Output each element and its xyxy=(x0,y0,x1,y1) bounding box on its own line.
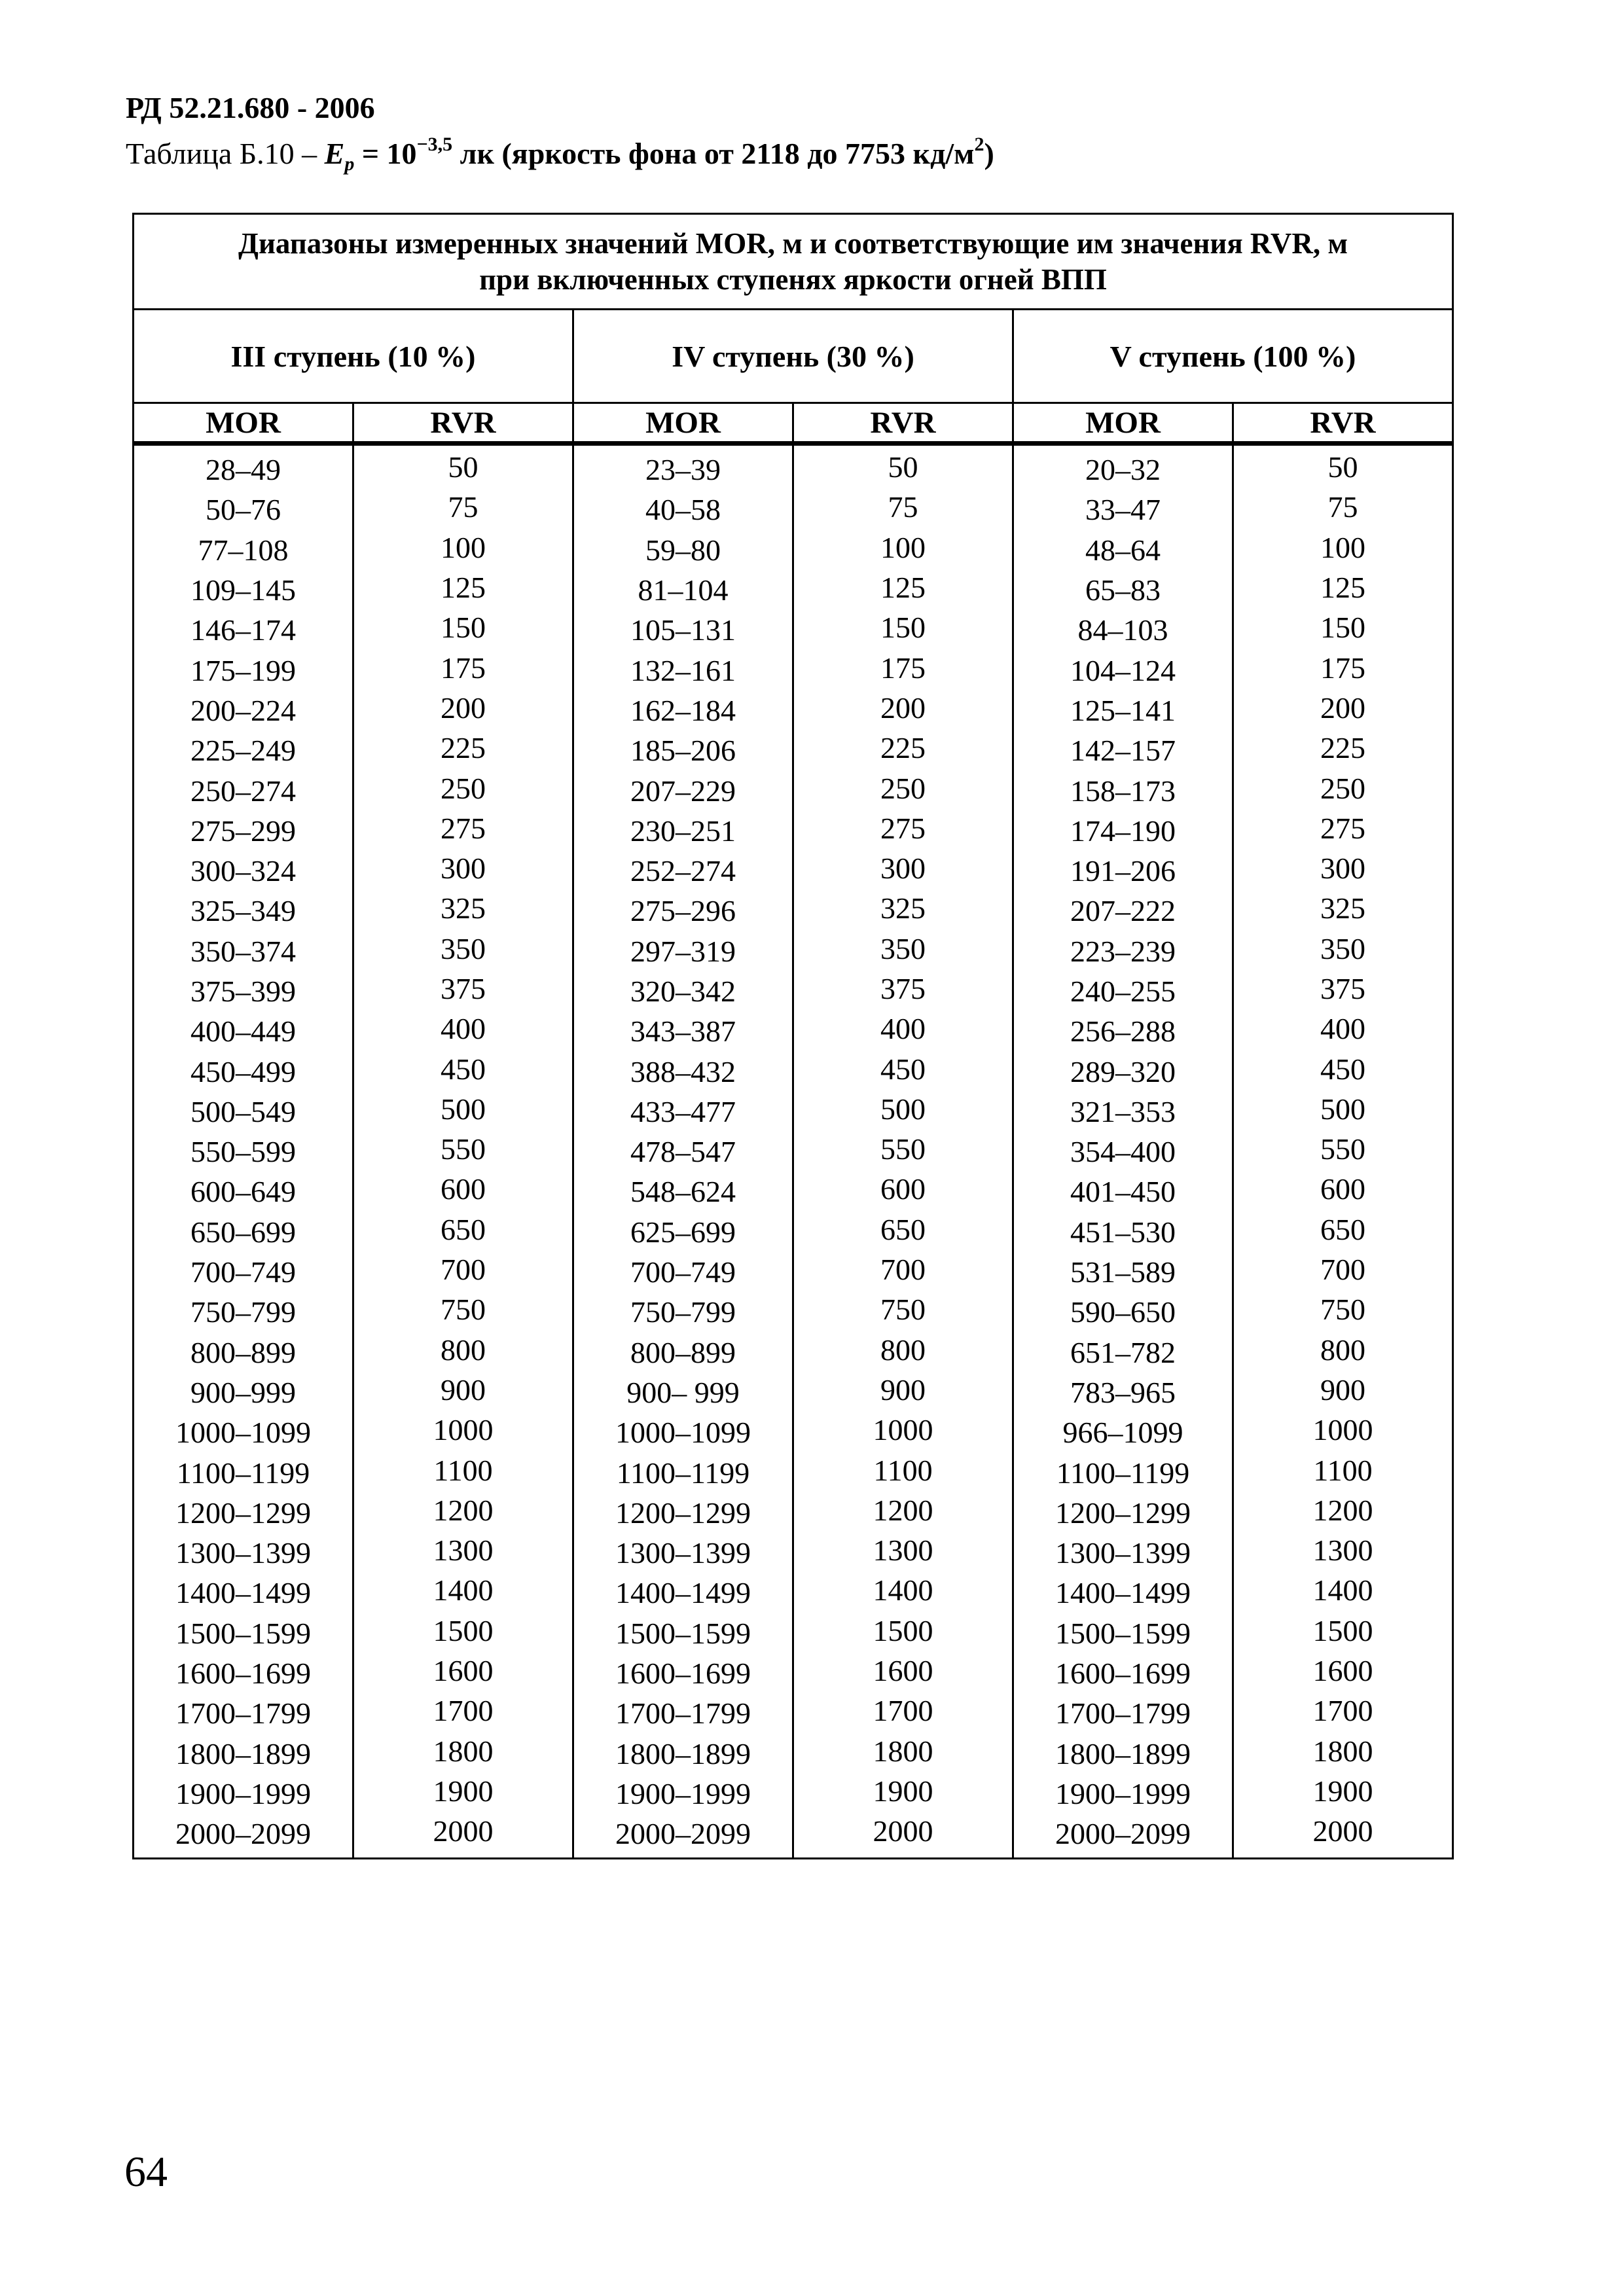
rvr-cell: 650 xyxy=(1233,1210,1453,1249)
rvr-cell: 1400 xyxy=(793,1570,1013,1610)
mor-cell: 223–239 xyxy=(1013,931,1233,971)
rvr-cell: 1600 xyxy=(353,1651,573,1691)
rvr-cell: 50 xyxy=(353,441,573,488)
rvr-cell: 1500 xyxy=(793,1611,1013,1651)
table-row xyxy=(134,1051,1453,1091)
mor-cell: 343–387 xyxy=(573,1011,793,1051)
rvr-cell: 600 xyxy=(353,1169,573,1209)
rvr-cell: 800 xyxy=(1233,1330,1453,1370)
caption-unit-exp: 2 xyxy=(974,134,984,155)
table-row xyxy=(134,811,1453,851)
table-title-line2: при включенных ступенях яркости огней ВПП xyxy=(479,262,1107,296)
mor-cell: 158–173 xyxy=(1013,770,1233,810)
table-row xyxy=(134,1814,1453,1859)
mor-cell: 207–222 xyxy=(1013,891,1233,931)
rvr-cell: 125 xyxy=(1233,567,1453,607)
rvr-cell: 150 xyxy=(353,607,573,647)
mor-cell: 275–299 xyxy=(134,811,353,851)
table-row xyxy=(134,1172,1453,1211)
rvr-cell: 700 xyxy=(793,1249,1013,1289)
rvr-cell: 1800 xyxy=(353,1731,573,1771)
rvr-cell: 1900 xyxy=(1233,1771,1453,1811)
rvr-cell: 500 xyxy=(793,1089,1013,1129)
mor-cell: 28–49 xyxy=(134,444,353,490)
caption-close: ) xyxy=(984,137,994,170)
rvr-cell: 750 xyxy=(353,1289,573,1329)
mor-cell: 1500–1599 xyxy=(573,1613,793,1653)
mor-cell: 1400–1499 xyxy=(573,1573,793,1613)
mor-cell: 105–131 xyxy=(573,610,793,650)
table-row xyxy=(134,1452,1453,1492)
rvr-cell: 500 xyxy=(1233,1089,1453,1129)
rvr-cell: 1100 xyxy=(353,1450,573,1490)
rvr-cell: 150 xyxy=(1233,607,1453,647)
rvr-cell: 225 xyxy=(1233,728,1453,768)
rvr-cell: 1300 xyxy=(1233,1530,1453,1570)
table-row xyxy=(134,851,1453,891)
mor-cell: 1700–1799 xyxy=(1013,1693,1233,1733)
rvr-cell: 1200 xyxy=(793,1490,1013,1530)
mor-cell: 401–450 xyxy=(1013,1172,1233,1211)
mor-cell: 1100–1199 xyxy=(1013,1452,1233,1492)
mor-cell: 478–547 xyxy=(573,1132,793,1172)
table-row xyxy=(134,1693,1453,1733)
rvr-cell: 1200 xyxy=(353,1490,573,1530)
mor-cell: 77–108 xyxy=(134,530,353,570)
mor-cell: 400–449 xyxy=(134,1011,353,1051)
rvr-cell: 1200 xyxy=(1233,1490,1453,1530)
rvr-cell: 200 xyxy=(1233,688,1453,728)
mor-cell: 297–319 xyxy=(573,931,793,971)
mor-cell: 256–288 xyxy=(1013,1011,1233,1051)
table-row xyxy=(134,891,1453,931)
rvr-cell: 400 xyxy=(353,1009,573,1049)
rvr-cell: 75 xyxy=(353,487,573,527)
page-number: 64 xyxy=(124,2148,168,2196)
rvr-cell: 1000 xyxy=(793,1410,1013,1450)
mor-cell: 1700–1799 xyxy=(134,1693,353,1733)
mor-cell: 500–549 xyxy=(134,1092,353,1132)
table-row xyxy=(134,1011,1453,1051)
table-row xyxy=(134,444,1453,490)
mor-cell: 20–32 xyxy=(1013,444,1233,490)
mor-cell: 590–650 xyxy=(1013,1292,1233,1332)
mor-cell: 1300–1399 xyxy=(573,1533,793,1573)
mor-cell: 1500–1599 xyxy=(1013,1613,1233,1653)
step-header-iii: III ступень (10 %) xyxy=(134,310,573,403)
col-header-rvr: RVR xyxy=(793,403,1013,444)
rvr-cell: 350 xyxy=(1233,929,1453,969)
rvr-cell: 550 xyxy=(353,1129,573,1169)
mor-cell: 175–199 xyxy=(134,650,353,690)
mor-cell: 65–83 xyxy=(1013,570,1233,610)
rvr-cell: 400 xyxy=(793,1009,1013,1049)
mor-cell: 250–274 xyxy=(134,770,353,810)
mor-cell: 450–499 xyxy=(134,1051,353,1091)
mor-cell: 1200–1299 xyxy=(1013,1493,1233,1533)
rvr-cell: 50 xyxy=(793,441,1013,488)
document-id: РД 52.21.680 - 2006 xyxy=(126,91,375,124)
mor-cell: 48–64 xyxy=(1013,530,1233,570)
col-header-rvr: RVR xyxy=(353,403,573,444)
rvr-cell: 2000 xyxy=(1233,1811,1453,1856)
rvr-cell: 900 xyxy=(1233,1370,1453,1410)
mor-cell: 1200–1299 xyxy=(134,1493,353,1533)
mor-cell: 240–255 xyxy=(1013,971,1233,1011)
table-row xyxy=(134,610,1453,650)
mor-cell: 1900–1999 xyxy=(134,1774,353,1814)
mor-cell: 1100–1199 xyxy=(573,1452,793,1492)
col-header-mor: MOR xyxy=(573,403,793,444)
mor-cell: 783–965 xyxy=(1013,1372,1233,1412)
mor-cell: 651–782 xyxy=(1013,1333,1233,1372)
rvr-cell: 75 xyxy=(1233,487,1453,527)
table-row xyxy=(134,1573,1453,1613)
rvr-cell: 350 xyxy=(793,929,1013,969)
mor-rvr-table xyxy=(132,213,1454,1859)
rvr-cell: 300 xyxy=(793,848,1013,888)
mor-cell: 550–599 xyxy=(134,1132,353,1172)
rvr-cell: 100 xyxy=(1233,528,1453,567)
mor-cell: 625–699 xyxy=(573,1212,793,1252)
mor-cell: 388–432 xyxy=(573,1051,793,1091)
table-body xyxy=(134,444,1453,1859)
mor-cell: 1000–1099 xyxy=(573,1412,793,1452)
mor-cell: 1600–1699 xyxy=(1013,1653,1233,1693)
rvr-cell: 900 xyxy=(793,1370,1013,1410)
caption-eq: = 10 xyxy=(354,137,417,170)
rvr-cell: 350 xyxy=(353,929,573,969)
table-row xyxy=(134,1252,1453,1292)
table-row xyxy=(134,1292,1453,1332)
mor-cell: 275–296 xyxy=(573,891,793,931)
mor-cell: 146–174 xyxy=(134,610,353,650)
rvr-cell: 275 xyxy=(793,808,1013,848)
rvr-cell: 750 xyxy=(793,1289,1013,1329)
table-row xyxy=(134,1412,1453,1452)
table-caption xyxy=(126,135,994,174)
col-header-mor: MOR xyxy=(1013,403,1233,444)
mor-cell: 1800–1899 xyxy=(134,1734,353,1774)
mor-cell: 59–80 xyxy=(573,530,793,570)
rvr-cell: 250 xyxy=(1233,768,1453,808)
rvr-cell: 1800 xyxy=(1233,1731,1453,1771)
rvr-cell: 375 xyxy=(353,969,573,1009)
mor-cell: 1100–1199 xyxy=(134,1452,353,1492)
mor-cell: 1500–1599 xyxy=(134,1613,353,1653)
table-row xyxy=(134,971,1453,1011)
mor-cell: 750–799 xyxy=(573,1292,793,1332)
mor-cell: 1400–1499 xyxy=(1013,1573,1233,1613)
rvr-cell: 1800 xyxy=(793,1731,1013,1771)
rvr-cell: 1000 xyxy=(1233,1410,1453,1450)
col-header-mor: MOR xyxy=(134,403,353,444)
rvr-cell: 1400 xyxy=(353,1570,573,1610)
rvr-cell: 650 xyxy=(793,1210,1013,1249)
rvr-cell: 1100 xyxy=(1233,1450,1453,1490)
mor-cell: 2000–2099 xyxy=(1013,1814,1233,1859)
mor-cell: 451–530 xyxy=(1013,1212,1233,1252)
mor-cell: 230–251 xyxy=(573,811,793,851)
mor-cell: 1000–1099 xyxy=(134,1412,353,1452)
rvr-cell: 100 xyxy=(793,528,1013,567)
mor-cell: 350–374 xyxy=(134,931,353,971)
rvr-cell: 1400 xyxy=(1233,1570,1453,1610)
caption-prefix: Таблица Б.10 – xyxy=(126,137,325,170)
rvr-cell: 75 xyxy=(793,487,1013,527)
rvr-cell: 175 xyxy=(793,647,1013,687)
mor-cell: 531–589 xyxy=(1013,1252,1233,1292)
rvr-cell: 175 xyxy=(1233,647,1453,687)
table-row xyxy=(134,1533,1453,1573)
table-row xyxy=(134,1333,1453,1372)
rvr-cell: 550 xyxy=(1233,1129,1453,1169)
mor-cell: 289–320 xyxy=(1013,1051,1233,1091)
mor-cell: 23–39 xyxy=(573,444,793,490)
table-row xyxy=(134,1613,1453,1653)
rvr-cell: 325 xyxy=(353,888,573,928)
mor-cell: 1200–1299 xyxy=(573,1493,793,1533)
table-row xyxy=(134,1734,1453,1774)
rvr-cell: 275 xyxy=(353,808,573,848)
table-row xyxy=(134,530,1453,570)
mor-cell: 800–899 xyxy=(134,1333,353,1372)
mor-cell: 40–58 xyxy=(573,490,793,529)
rvr-cell: 1300 xyxy=(793,1530,1013,1570)
mor-cell: 84–103 xyxy=(1013,610,1233,650)
rvr-cell: 100 xyxy=(353,528,573,567)
mor-cell: 132–161 xyxy=(573,650,793,690)
mor-cell: 600–649 xyxy=(134,1172,353,1211)
rvr-cell: 1000 xyxy=(353,1410,573,1450)
mor-cell: 1800–1899 xyxy=(1013,1734,1233,1774)
rvr-cell: 1500 xyxy=(1233,1611,1453,1651)
table-row xyxy=(134,1092,1453,1132)
mor-cell: 2000–2099 xyxy=(573,1814,793,1859)
table-title-line1: Диапазоны измеренных значений MOR, м и соответствующие им значения RVR, м xyxy=(238,226,1348,260)
mor-cell: 750–799 xyxy=(134,1292,353,1332)
mor-cell: 325–349 xyxy=(134,891,353,931)
mor-cell: 800–899 xyxy=(573,1333,793,1372)
rvr-cell: 1300 xyxy=(353,1530,573,1570)
mor-cell: 207–229 xyxy=(573,770,793,810)
mor-cell: 252–274 xyxy=(573,851,793,891)
mor-cell: 185–206 xyxy=(573,730,793,770)
step-header-iv: IV ступень (30 %) xyxy=(573,310,1013,403)
rvr-cell: 600 xyxy=(1233,1169,1453,1209)
rvr-cell: 1500 xyxy=(353,1611,573,1651)
caption-suffix: лк (яркость фона от 2118 до 7753 кд/м xyxy=(452,137,975,170)
mor-cell: 1600–1699 xyxy=(573,1653,793,1693)
mor-cell: 320–342 xyxy=(573,971,793,1011)
rvr-cell: 125 xyxy=(353,567,573,607)
table-row xyxy=(134,691,1453,730)
table-row xyxy=(134,770,1453,810)
rvr-cell: 325 xyxy=(1233,888,1453,928)
table-row xyxy=(134,650,1453,690)
rvr-cell: 700 xyxy=(1233,1249,1453,1289)
mor-cell: 104–124 xyxy=(1013,650,1233,690)
rvr-cell: 300 xyxy=(353,848,573,888)
table-row xyxy=(134,1212,1453,1252)
rvr-cell: 1600 xyxy=(1233,1651,1453,1691)
table-title xyxy=(134,214,1453,310)
rvr-cell: 1600 xyxy=(793,1651,1013,1691)
mor-cell: 33–47 xyxy=(1013,490,1233,529)
mor-cell: 1400–1499 xyxy=(134,1573,353,1613)
mor-cell: 700–749 xyxy=(134,1252,353,1292)
mor-cell: 548–624 xyxy=(573,1172,793,1211)
rvr-cell: 600 xyxy=(793,1169,1013,1209)
mor-cell: 174–190 xyxy=(1013,811,1233,851)
rvr-cell: 2000 xyxy=(793,1811,1013,1856)
rvr-cell: 650 xyxy=(353,1210,573,1249)
rvr-cell: 250 xyxy=(353,768,573,808)
mor-cell: 700–749 xyxy=(573,1252,793,1292)
rvr-cell: 200 xyxy=(353,688,573,728)
rvr-cell: 325 xyxy=(793,888,1013,928)
rvr-cell: 450 xyxy=(353,1049,573,1088)
mor-cell: 1300–1399 xyxy=(134,1533,353,1573)
rvr-cell: 1900 xyxy=(353,1771,573,1811)
mor-cell: 1300–1399 xyxy=(1013,1533,1233,1573)
rvr-cell: 250 xyxy=(793,768,1013,808)
rvr-cell: 175 xyxy=(353,647,573,687)
mor-cell: 1900–1999 xyxy=(573,1774,793,1814)
table-row xyxy=(134,1774,1453,1814)
rvr-cell: 500 xyxy=(353,1089,573,1129)
rvr-cell: 450 xyxy=(793,1049,1013,1088)
caption-e: E xyxy=(324,137,345,170)
rvr-cell: 375 xyxy=(1233,969,1453,1009)
table-row xyxy=(134,730,1453,770)
mor-cell: 650–699 xyxy=(134,1212,353,1252)
mor-cell: 375–399 xyxy=(134,971,353,1011)
mor-cell: 191–206 xyxy=(1013,851,1233,891)
mor-cell: 162–184 xyxy=(573,691,793,730)
mor-cell: 81–104 xyxy=(573,570,793,610)
table-row xyxy=(134,931,1453,971)
rvr-cell: 275 xyxy=(1233,808,1453,848)
mor-cell: 321–353 xyxy=(1013,1092,1233,1132)
mor-cell: 1800–1899 xyxy=(573,1734,793,1774)
mor-cell: 1600–1699 xyxy=(134,1653,353,1693)
rvr-cell: 1100 xyxy=(793,1450,1013,1490)
mor-cell: 1900–1999 xyxy=(1013,1774,1233,1814)
rvr-cell: 150 xyxy=(793,607,1013,647)
rvr-cell: 700 xyxy=(353,1249,573,1289)
caption-e-sub: p xyxy=(344,153,355,175)
rvr-cell: 200 xyxy=(793,688,1013,728)
mor-cell: 2000–2099 xyxy=(134,1814,353,1859)
table-row xyxy=(134,1653,1453,1693)
mor-cell: 300–324 xyxy=(134,851,353,891)
rvr-cell: 750 xyxy=(1233,1289,1453,1329)
rvr-cell: 125 xyxy=(793,567,1013,607)
mor-cell: 354–400 xyxy=(1013,1132,1233,1172)
mor-cell: 109–145 xyxy=(134,570,353,610)
rvr-cell: 1700 xyxy=(353,1691,573,1731)
rvr-cell: 900 xyxy=(353,1370,573,1410)
table-row xyxy=(134,490,1453,529)
rvr-cell: 550 xyxy=(793,1129,1013,1169)
table-row xyxy=(134,1493,1453,1533)
rvr-cell: 225 xyxy=(353,728,573,768)
table-row xyxy=(134,1132,1453,1172)
table-row xyxy=(134,570,1453,610)
col-header-rvr: RVR xyxy=(1233,403,1453,444)
mor-cell: 966–1099 xyxy=(1013,1412,1233,1452)
mor-cell: 900–999 xyxy=(134,1372,353,1412)
rvr-cell: 1900 xyxy=(793,1771,1013,1811)
rvr-cell: 400 xyxy=(1233,1009,1453,1049)
rvr-cell: 2000 xyxy=(353,1811,573,1856)
rvr-cell: 225 xyxy=(793,728,1013,768)
mor-cell: 900– 999 xyxy=(573,1372,793,1412)
mor-cell: 50–76 xyxy=(134,490,353,529)
mor-cell: 125–141 xyxy=(1013,691,1233,730)
rvr-cell: 800 xyxy=(793,1330,1013,1370)
step-header-v: V ступень (100 %) xyxy=(1013,310,1453,403)
rvr-cell: 50 xyxy=(1233,441,1453,488)
rvr-cell: 1700 xyxy=(793,1691,1013,1731)
rvr-cell: 800 xyxy=(353,1330,573,1370)
table-row xyxy=(134,1372,1453,1412)
rvr-cell: 300 xyxy=(1233,848,1453,888)
mor-cell: 200–224 xyxy=(134,691,353,730)
mor-cell: 142–157 xyxy=(1013,730,1233,770)
rvr-cell: 1700 xyxy=(1233,1691,1453,1731)
caption-exp: −3,5 xyxy=(416,134,453,155)
rvr-cell: 450 xyxy=(1233,1049,1453,1088)
rvr-cell: 375 xyxy=(793,969,1013,1009)
mor-cell: 225–249 xyxy=(134,730,353,770)
mor-cell: 433–477 xyxy=(573,1092,793,1132)
mor-cell: 1700–1799 xyxy=(573,1693,793,1733)
